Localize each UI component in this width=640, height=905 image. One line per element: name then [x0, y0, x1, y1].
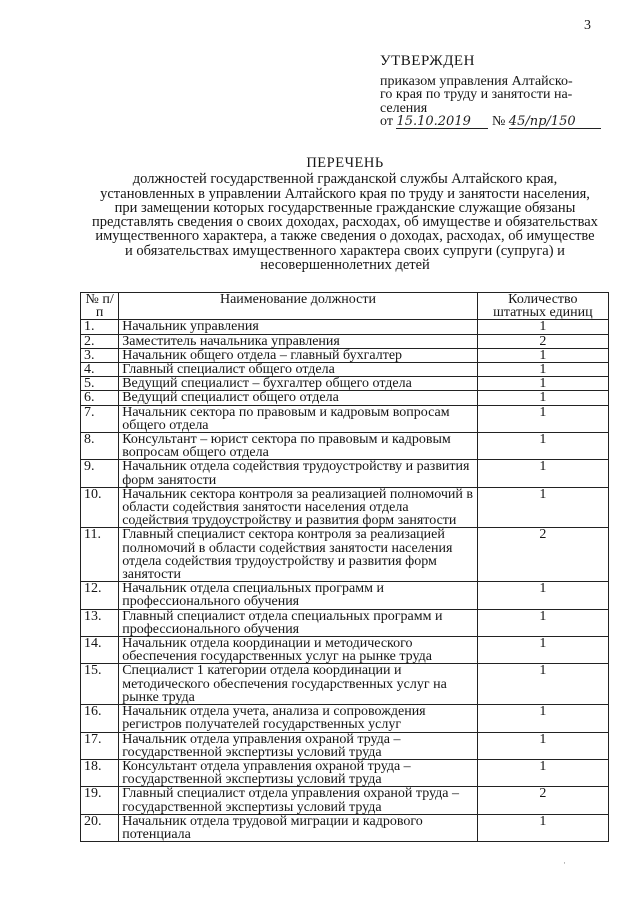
table-row [81, 377, 609, 391]
row-number: 14. [81, 637, 119, 664]
position-quantity: 1 [477, 664, 608, 705]
row-number: 9. [81, 460, 119, 487]
position-name: Заместитель начальника управления [119, 334, 478, 348]
position-name: Главный специалист сектора контроля за реализацией полномочий в области содействия занятости населения отдела содействия трудоустройству и развития форм занятости [119, 528, 478, 582]
from-label: от [380, 114, 393, 129]
date-field [396, 115, 488, 129]
position-quantity: 1 [477, 391, 608, 405]
scan-mark: · [563, 858, 566, 868]
table-row [81, 814, 609, 841]
table-body [81, 320, 609, 842]
table-row [81, 334, 609, 348]
position-quantity: 2 [477, 334, 608, 348]
position-quantity: 1 [477, 582, 608, 609]
table-row [81, 405, 609, 432]
position-quantity: 1 [477, 460, 608, 487]
table-row [81, 787, 609, 814]
position-name: Начальник управления [119, 320, 478, 334]
approval-date-line [380, 115, 610, 129]
row-number: 12. [81, 582, 119, 609]
table-row [81, 391, 609, 405]
position-quantity: 1 [477, 759, 608, 786]
number-label: № [491, 114, 506, 129]
position-name: Начальник общего отдела – главный бухгалтер [119, 348, 478, 362]
row-number: 18. [81, 759, 119, 786]
position-quantity: 1 [477, 405, 608, 432]
table-row [81, 460, 609, 487]
header-quantity: Количество штатных единиц [477, 293, 608, 320]
table-header-row [81, 293, 609, 320]
position-name: Начальник отдела специальных программ и профессионального обучения [119, 582, 478, 609]
row-number: 5. [81, 377, 119, 391]
position-quantity: 2 [477, 528, 608, 582]
table-row [81, 320, 609, 334]
table-row [81, 664, 609, 705]
positions-table [80, 292, 609, 842]
position-quantity: 1 [477, 377, 608, 391]
position-quantity: 1 [477, 363, 608, 377]
row-number: 11. [81, 528, 119, 582]
table-row [81, 487, 609, 528]
approval-line-3: селения [380, 100, 428, 116]
row-number: 10. [81, 487, 119, 528]
row-number: 6. [81, 391, 119, 405]
header-position-name: Наименование должности [119, 293, 478, 320]
position-name: Главный специалист общего отдела [119, 363, 478, 377]
table-row [81, 609, 609, 636]
table-row [81, 732, 609, 759]
position-quantity: 1 [477, 814, 608, 841]
position-name: Начальник отдела управления охраной труда – государственной экспертизы условий труда [119, 732, 478, 759]
position-quantity: 1 [477, 609, 608, 636]
row-number: 3. [81, 348, 119, 362]
position-name: Начальник сектора по правовым и кадровым вопросам общего отдела [119, 405, 478, 432]
row-number: 17. [81, 732, 119, 759]
approval-heading: УТВЕРЖДЕН [380, 53, 475, 69]
row-number: 7. [81, 405, 119, 432]
table-row [81, 759, 609, 786]
table-row [81, 705, 609, 732]
approval-line-2: го края по труду и занятости на- [380, 87, 573, 102]
number-field [509, 115, 601, 129]
approval-block [380, 55, 610, 129]
table-row [81, 637, 609, 664]
handwritten-number: 45/пр/150 [508, 114, 576, 129]
table-row [81, 433, 609, 460]
position-name: Консультант – юрист сектора по правовым и кадровым вопросам общего отдела [119, 433, 478, 460]
position-name: Главный специалист отдела специальных программ и профессионального обучения [119, 609, 478, 636]
document-title: ПЕРЕЧЕНЬ [306, 155, 384, 171]
position-quantity: 1 [477, 705, 608, 732]
row-number: 20. [81, 814, 119, 841]
position-name: Консультант отдела управления охраной труда – государственной экспертизы условий труда [119, 759, 478, 786]
header-number: № п/п [81, 293, 119, 320]
row-number: 8. [81, 433, 119, 460]
row-number: 13. [81, 609, 119, 636]
position-name: Начальник отдела координации и методического обеспечения государственных услуг на рынке труда [119, 637, 478, 664]
position-name: Начальник отдела учета, анализа и сопровождения регистров получателей государственных услуг [119, 705, 478, 732]
position-name: Ведущий специалист – бухгалтер общего отдела [119, 377, 478, 391]
table-row [81, 582, 609, 609]
document-title-block [80, 156, 610, 272]
row-number: 15. [81, 664, 119, 705]
table-row [81, 363, 609, 377]
position-quantity: 1 [477, 320, 608, 334]
position-name: Ведущий специалист общего отдела [119, 391, 478, 405]
position-quantity: 1 [477, 348, 608, 362]
row-number: 4. [81, 363, 119, 377]
row-number: 1. [81, 320, 119, 334]
row-number: 19. [81, 787, 119, 814]
position-quantity: 1 [477, 637, 608, 664]
approval-line-1: приказом управления Алтайско- [380, 73, 573, 89]
position-quantity: 1 [477, 433, 608, 460]
position-name: Специалист 1 категории отдела координации и методического обеспечения государственных услуг на рынке труда [119, 664, 478, 705]
position-name: Начальник отдела содействия трудоустройству и развития форм занятости [119, 460, 478, 487]
document-subtitle: должностей государственной гражданской службы Алтайского края, установленных в управлении Алтайского края по труду и занятости населения, при замещении которых государственные гражданские служащие обязаны представлять сведения о своих доходах, расходах, об имуществе и обязательствах имущественного характера, а также сведения о доходах, расходах, об имуществе и обязательствах имущественного характера своих супруги (супруга) и несовершеннолетних детей [92, 171, 598, 274]
position-name: Начальник отдела трудовой миграции и кадрового потенциала [119, 814, 478, 841]
position-name: Начальник сектора контроля за реализацией полномочий в области содействия занятости населения отдела содействия трудоустройству и развития форм занятости [119, 487, 478, 528]
position-quantity: 2 [477, 787, 608, 814]
handwritten-date: 15.10.2019 [396, 114, 471, 129]
position-quantity: 1 [477, 487, 608, 528]
row-number: 16. [81, 705, 119, 732]
table-row [81, 528, 609, 582]
table-row [81, 348, 609, 362]
position-quantity: 1 [477, 732, 608, 759]
position-name: Главный специалист отдела управления охраной труда – государственной экспертизы условий труда [119, 787, 478, 814]
page-number: 3 [584, 18, 591, 33]
row-number: 2. [81, 334, 119, 348]
